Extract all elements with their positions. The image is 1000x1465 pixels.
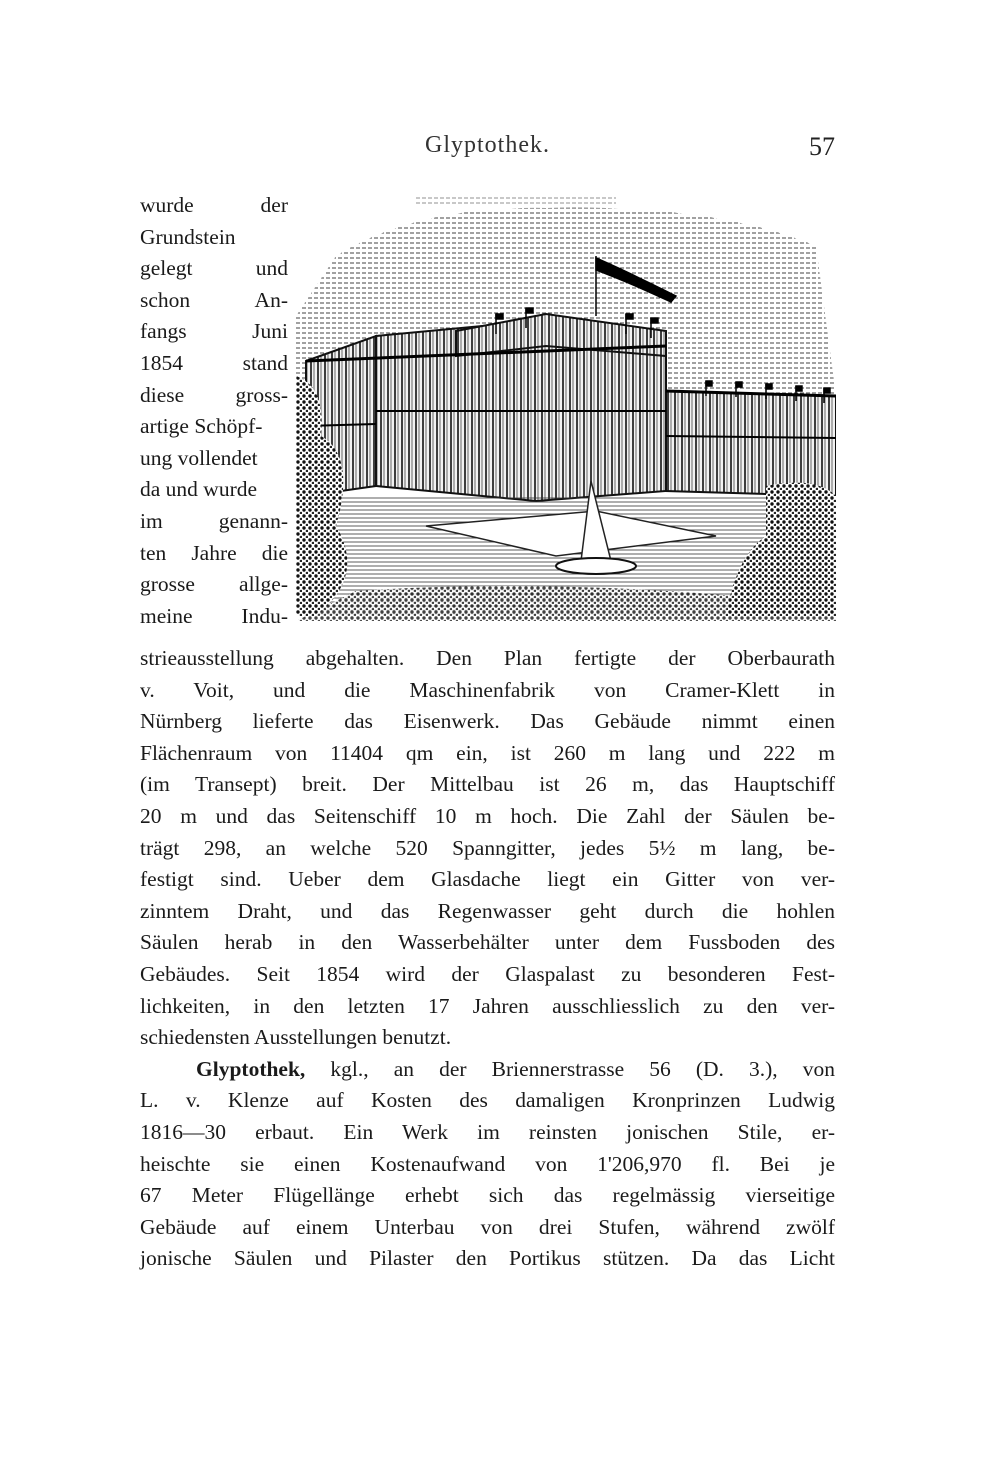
- text-line: 20 m und das Seitenschiff 10 m hoch. Die Zahl der Säulen be-: [140, 803, 835, 828]
- text-line: 67 Meter Flügellänge erhebt sich das regelmässig vierseitige: [140, 1183, 835, 1208]
- text-line: heischte sie einen Kostenaufwand von 1'206,970 fl. Bei je: [140, 1151, 835, 1176]
- text-line: Gebäudes. Seit 1854 wird der Glaspalast zu besonderen Fest-: [140, 961, 835, 986]
- text-line: schon An-: [140, 287, 288, 312]
- text-line: fangs Juni: [140, 319, 288, 344]
- text-line: ung vollendet: [140, 445, 258, 470]
- text-line: strieausstellung abgehalten. Den Plan fertigte der Oberbaurath: [140, 646, 835, 670]
- text-line: Nürnberg lieferte das Eisenwerk. Das Gebäude nimmt einen: [140, 709, 835, 734]
- entry-first-line: [140, 1054, 835, 1086]
- text-line: gelegt und: [140, 256, 288, 281]
- text-line: zinntem Draht, und das Regenwasser geht durch die hohlen: [140, 898, 835, 923]
- page-number: 57: [809, 132, 835, 161]
- text-line: wurde der: [140, 193, 288, 217]
- text-line: 1816—30 erbaut. Ein Werk im reinsten jonischen Stile, er-: [140, 1119, 835, 1144]
- text-line: schiedensten Ausstellungen benutzt.: [140, 1025, 452, 1050]
- text-line: Flächenraum von 11404 qm ein, ist 260 m lang und 222 m: [140, 740, 835, 765]
- main-text: [140, 643, 835, 1275]
- text-line: Grundstein: [140, 224, 236, 249]
- text-line: Gebäude auf einem Unterbau von drei Stufen, während zwölf: [140, 1214, 835, 1239]
- entry-text: kgl., an der Briennerstrasse 56 (D. 3.), von: [305, 1056, 835, 1081]
- text-line: L. v. Klenze auf Kosten des damaligen Kronprinzen Ludwig: [140, 1088, 835, 1113]
- glaspalast-engraving: [296, 196, 836, 626]
- text-line: meine Indu-: [140, 603, 288, 628]
- narrow-text-column: [140, 190, 288, 632]
- text-line: v. Voit, und die Maschinenfabrik von Cramer-Klett in: [140, 677, 835, 702]
- text-line: diese gross-: [140, 382, 288, 407]
- text-line: jonische Säulen und Pilaster den Portikus stützen. Da das Licht: [140, 1246, 835, 1271]
- text-line: grosse allge-: [140, 572, 288, 597]
- text-line: festigt sind. Ueber dem Glasdache liegt ein Gitter von ver-: [140, 867, 835, 892]
- text-line: ten Jahre die: [140, 540, 288, 565]
- text-line: im genann-: [140, 508, 288, 533]
- text-line: (im Transept) breit. Der Mittelbau ist 26 m, das Hauptschiff: [140, 772, 835, 797]
- text-line: lichkeiten, in den letzten 17 Jahren ausschliesslich zu den ver-: [140, 993, 835, 1018]
- text-line: Säulen herab in den Wasserbehälter unter dem Fussboden des: [140, 930, 835, 955]
- entry-term: Glyptothek,: [196, 1056, 306, 1081]
- text-line: artige Schöpf-: [140, 414, 263, 439]
- text-line: trägt 298, an welche 520 Spanngitter, jedes 5½ m lang, be-: [140, 835, 835, 860]
- text-line: da und wurde: [140, 477, 258, 502]
- running-title: Glyptothek.: [425, 132, 550, 158]
- running-head: [140, 132, 835, 168]
- text-line: 1854 stand: [140, 350, 288, 375]
